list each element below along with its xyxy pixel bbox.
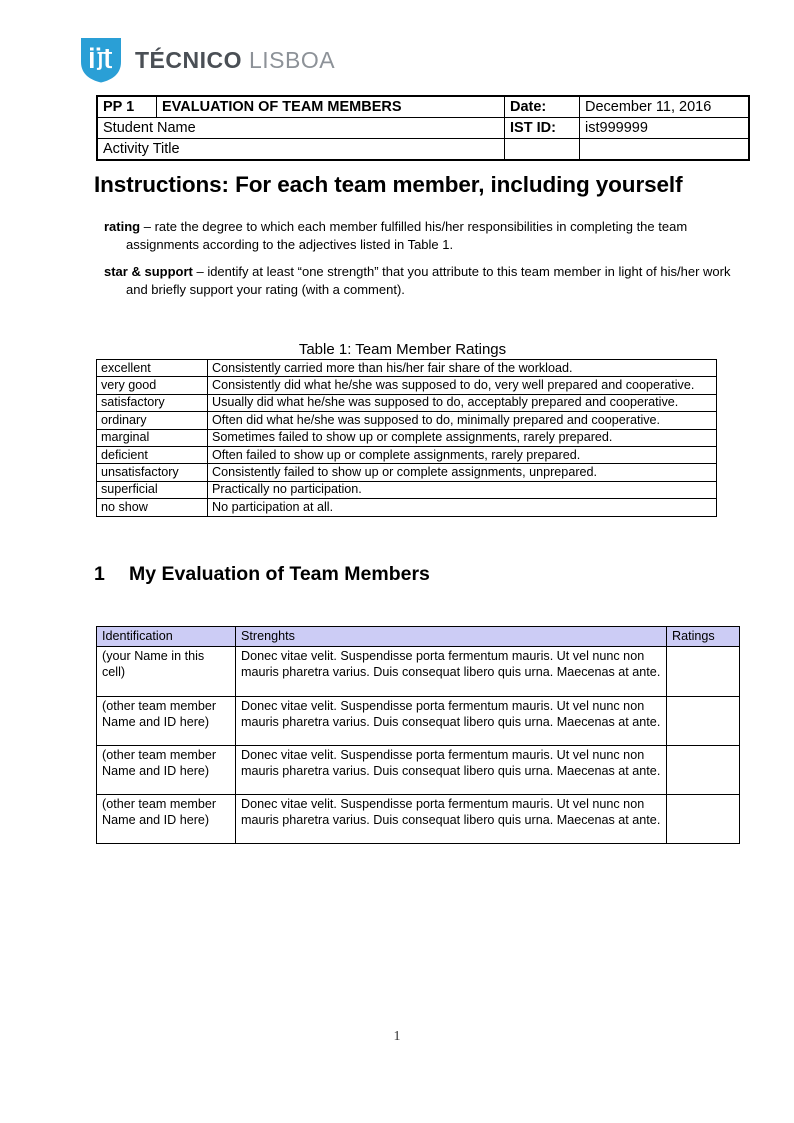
table-row <box>97 745 740 794</box>
member-rating-cell[interactable] <box>667 646 740 696</box>
table1-caption: Table 1: Team Member Ratings <box>298 341 507 358</box>
rating-description: Consistently failed to show up or complete assignments, unprepared. <box>208 464 717 481</box>
instruction-item-rating <box>104 218 732 255</box>
table1-body <box>97 360 717 517</box>
ist-shield-icon <box>79 36 123 84</box>
table-row <box>97 360 717 377</box>
member-identification-cell[interactable]: (other team member Name and ID here) <box>97 696 236 745</box>
table-row <box>97 646 740 696</box>
table-row <box>97 429 717 446</box>
ist-wordmark <box>135 47 335 74</box>
rating-term: no show <box>97 499 208 516</box>
member-strengths-cell[interactable]: Donec vitae velit. Suspendisse porta fermentum mauris. Ut vel nunc non mauris pharetra varius. Duis consequat libero quis urna. Maecenas at ante. <box>236 646 667 696</box>
table2-header-row <box>97 627 740 647</box>
member-rating-cell[interactable] <box>667 745 740 794</box>
table-row <box>97 412 717 429</box>
rating-term: ordinary <box>97 412 208 429</box>
header-row-activity <box>97 139 749 161</box>
wordmark-lisboa: LISBOA <box>249 46 336 73</box>
table-row <box>97 377 717 394</box>
section-title: My Evaluation of Team Members <box>129 563 430 585</box>
document-title: EVALUATION OF TEAM MEMBERS <box>157 96 505 118</box>
ist-id-label: IST ID: <box>505 118 580 139</box>
rating-description: Often failed to show up or complete assignments, rarely prepared. <box>208 446 717 463</box>
table-row <box>97 696 740 745</box>
rating-description: Sometimes failed to show up or complete assignments, rarely prepared. <box>208 429 717 446</box>
rating-description: Consistently carried more than his/her fair share of the workload. <box>208 360 717 377</box>
ist-id-value[interactable]: ist999999 <box>580 118 750 139</box>
document-header-table <box>96 95 750 161</box>
instruction-text-rating: rate the degree to which each member fulfilled his/her responsibilities in completing the team assignments according to the adjectives listed in Table 1. <box>126 219 688 253</box>
header-row-student <box>97 118 749 139</box>
table2-col-ratings: Ratings <box>667 627 740 647</box>
date-value[interactable]: December 11, 2016 <box>580 96 750 118</box>
rating-description: No participation at all. <box>208 499 717 516</box>
wordmark-tecnico: TÉCNICO <box>135 46 242 73</box>
rating-term: satisfactory <box>97 394 208 411</box>
table2-col-identification: Identification <box>97 627 236 647</box>
header-empty-cell-2[interactable] <box>580 139 750 161</box>
rating-description: Often did what he/she was supposed to do, minimally prepared and cooperative. <box>208 412 717 429</box>
header-row-title <box>97 96 749 118</box>
rating-description: Usually did what he/she was supposed to do, acceptably prepared and cooperative. <box>208 394 717 411</box>
activity-title-field[interactable]: Activity Title <box>97 139 505 161</box>
instruction-item-star-support <box>104 263 732 300</box>
table2-col-strengths: Strenghts <box>236 627 667 647</box>
table-row <box>97 464 717 481</box>
member-strengths-cell[interactable]: Donec vitae velit. Suspendisse porta fermentum mauris. Ut vel nunc non mauris pharetra varius. Duis consequat libero quis urna. Maecenas at ante. <box>236 745 667 794</box>
member-strengths-cell[interactable]: Donec vitae velit. Suspendisse porta fermentum mauris. Ut vel nunc non mauris pharetra varius. Duis consequat libero quis urna. Maecenas at ante. <box>236 794 667 843</box>
rating-description: Consistently did what he/she was supposed to do, very well prepared and cooperative. <box>208 377 717 394</box>
member-strengths-cell[interactable]: Donec vitae velit. Suspendisse porta fermentum mauris. Ut vel nunc non mauris pharetra varius. Duis consequat libero quis urna. Maecenas at ante. <box>236 696 667 745</box>
member-rating-cell[interactable] <box>667 794 740 843</box>
header-empty-cell-1[interactable] <box>505 139 580 161</box>
table-row <box>97 394 717 411</box>
rating-term: excellent <box>97 360 208 377</box>
rating-description: Practically no participation. <box>208 481 717 498</box>
member-identification-cell[interactable]: (other team member Name and ID here) <box>97 745 236 794</box>
instruction-text-star-support: identify at least “one strength” that you attribute to this team member in light of his/her work and briefly support your rating (with a comment). <box>126 264 731 298</box>
rating-term: very good <box>97 377 208 394</box>
rating-term: unsatisfactory <box>97 464 208 481</box>
student-name-field[interactable]: Student Name <box>97 118 505 139</box>
instruction-dash-1: – <box>140 219 155 234</box>
member-identification-cell[interactable]: (your Name in this cell) <box>97 646 236 696</box>
instructions-heading: Instructions: For each team member, including yourself <box>94 172 683 197</box>
pp-label: PP 1 <box>97 96 157 118</box>
rating-term: superficial <box>97 481 208 498</box>
table-row <box>97 794 740 843</box>
table2-body <box>97 646 740 843</box>
table-row <box>97 481 717 498</box>
table-row <box>97 446 717 463</box>
table1-ratings <box>96 359 717 517</box>
rating-term: deficient <box>97 446 208 463</box>
ist-logo <box>79 36 335 84</box>
member-identification-cell[interactable]: (other team member Name and ID here) <box>97 794 236 843</box>
page-number: 1 <box>393 1029 401 1044</box>
date-label: Date: <box>505 96 580 118</box>
instruction-dash-2: – <box>192 264 208 279</box>
section-heading <box>94 563 714 586</box>
instruction-term-rating: rating <box>104 219 141 234</box>
rating-term: marginal <box>97 429 208 446</box>
section-number: 1 <box>94 563 105 585</box>
member-rating-cell[interactable] <box>667 696 740 745</box>
table-row <box>97 499 717 516</box>
table2-head <box>97 627 740 647</box>
instruction-term-star-support: star & support <box>104 264 193 279</box>
table2-evaluation <box>96 626 740 844</box>
